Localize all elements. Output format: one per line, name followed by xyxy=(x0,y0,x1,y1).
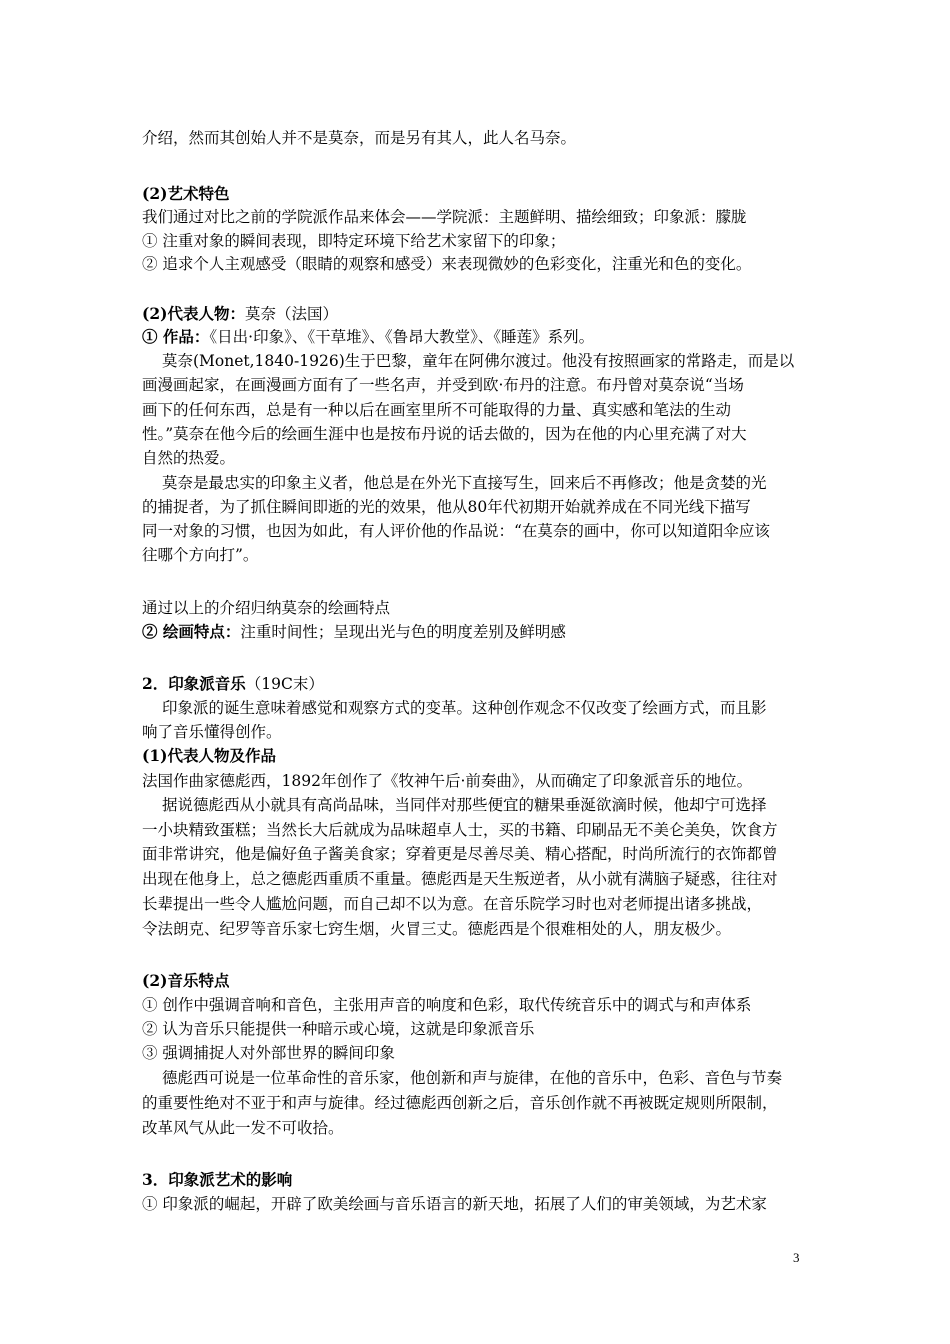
paragraph-line: 自然的热爱。 xyxy=(142,449,236,467)
paragraph-line: 响了音乐懂得创作。 xyxy=(142,723,282,741)
paragraph-line: 画漫画起家，在画漫画方面有了一些名声，并受到欧·布丹的注意。布丹曾对莫奈说“当场 xyxy=(142,376,744,394)
paragraph-line: 出现在他身上，总之德彪西重质不重量。德彪西是天生叛逆者，从小就有满脑子疑惑，往往对 xyxy=(142,870,778,888)
page-number: 3 xyxy=(793,1250,800,1265)
heading-value: 莫奈（法国） xyxy=(244,305,338,323)
section-heading xyxy=(142,674,822,694)
paragraph-line: 改革风气从此一发不可收拾。 xyxy=(142,1119,344,1137)
paragraph-line: 通过以上的介绍归纳莫奈的绘画特点 xyxy=(142,599,391,617)
section-heading xyxy=(142,304,822,324)
list-item: ② 追求个人主观感受（眼睛的观察和感受）来表现微妙的色彩变化，注重光和色的变化。 xyxy=(142,255,752,273)
item-value: 注重时间性；呈现出光与色的明度差别及鲜明感 xyxy=(240,623,566,641)
item-label: ② 绘画特点： xyxy=(142,622,241,641)
section-heading: (2)艺术特色 xyxy=(142,184,230,203)
paragraph-line: 往哪个方向打”。 xyxy=(142,546,259,564)
paragraph-line: 令法朗克、纪罗等音乐家七窍生烟，火冒三丈。德彪西是个很难相处的人，朋友极少。 xyxy=(142,920,732,938)
list-item: ② 认为音乐只能提供一种暗示或心境，这就是印象派音乐 xyxy=(142,1020,535,1038)
paragraph-line: 莫奈是最忠实的印象主义者，他总是在外光下直接写生，回来后不再修改；他是贪婪的光 xyxy=(162,474,767,492)
list-item: ① 印象派的崛起，开辟了欧美绘画与音乐语言的新天地，拓展了人们的审美领域，为艺术家 xyxy=(142,1195,767,1213)
heading-note: （19C末） xyxy=(245,675,324,693)
section-heading: 3．印象派艺术的影响 xyxy=(142,1170,293,1189)
paragraph-line: 莫奈(Monet,1840-1926)生于巴黎，童年在阿佛尔渡过。他没有按照画家的常路走，而是以 xyxy=(162,352,795,370)
paragraph-line: 介绍，然而其创始人并不是莫奈，而是另有其人，此人名马奈。 xyxy=(142,129,577,147)
heading-label: 2．印象派音乐 xyxy=(142,674,246,693)
paragraph-line: 面非常讲究，他是偏好鱼子酱美食家；穿着更是尽善尽美、精心搭配，时尚所流行的衣饰都曾 xyxy=(142,845,778,863)
item-value: 《日出·印象》、《干草堆》、《鲁昂大教堂》、《睡莲》系列。 xyxy=(209,328,595,346)
section-heading: (2)音乐特点 xyxy=(142,971,230,990)
heading-label: (2)代表人物： xyxy=(142,304,245,323)
paragraph-line: 画下的任何东西，总是有一种以后在画室里所不可能取得的力量、真实感和笔法的生动 xyxy=(142,401,732,419)
list-item: ① 注重对象的瞬间表现，即特定环境下给艺术家留下的印象； xyxy=(142,232,566,250)
paragraph-line: 印象派的诞生意味着感觉和观察方式的变革。这种创作观念不仅改变了绘画方式，而且影 xyxy=(162,699,767,717)
list-item: ① 创作中强调音响和音色，主张用声音的响度和色彩，取代传统音乐中的调式与和声体系 xyxy=(142,996,752,1014)
paragraph-line: 据说德彪西从小就具有高尚品味，当同伴对那些便宜的糖果垂涎欲滴时候，他却宁可选择 xyxy=(162,796,767,814)
paragraph-line: 德彪西可说是一位革命性的音乐家，他创新和声与旋律，在他的音乐中，色彩、音色与节奏 xyxy=(162,1069,783,1087)
paragraph-line: 法国作曲家德彪西，1892年创作了《牧神午后·前奏曲》，从而确定了印象派音乐的地位。 xyxy=(142,772,753,790)
list-item: ③ 强调捕捉人对外部世界的瞬间印象 xyxy=(142,1044,395,1062)
paragraph-line: 一小块精致蛋糕；当然长大后就成为品味超卓人士，买的书籍、印刷品无不美仑美奂，饮食方 xyxy=(142,821,778,839)
paragraph-line: 长辈提出一些令人尴尬问题，而自己却不以为意。在音乐院学习时也对老师提出诸多挑战， xyxy=(142,895,763,913)
section-heading: (1)代表人物及作品 xyxy=(142,746,276,765)
list-item xyxy=(142,622,822,642)
paragraph-line: 同一对象的习惯，也因为如此，有人评价他的作品说：“在莫奈的画中，你可以知道阳伞应该 xyxy=(142,522,770,540)
paragraph-line: 我们通过对比之前的学院派作品来体会——学院派：主题鲜明、描绘细致；印象派：朦胧 xyxy=(142,208,747,226)
paragraph-line: 的捕捉者，为了抓住瞬间即逝的光的效果，他从80年代初期开始就养成在不同光线下描写 xyxy=(142,498,751,516)
paragraph-line: 性。”莫奈在他今后的绘画生涯中也是按布丹说的话去做的，因为在他的内心里充满了对大 xyxy=(142,425,747,443)
item-label: ① 作品： xyxy=(142,327,210,346)
list-item xyxy=(142,327,822,347)
paragraph-line: 的重要性绝对不亚于和声与旋律。经过德彪西创新之后，音乐创作就不再被既定规则所限制， xyxy=(142,1094,778,1112)
